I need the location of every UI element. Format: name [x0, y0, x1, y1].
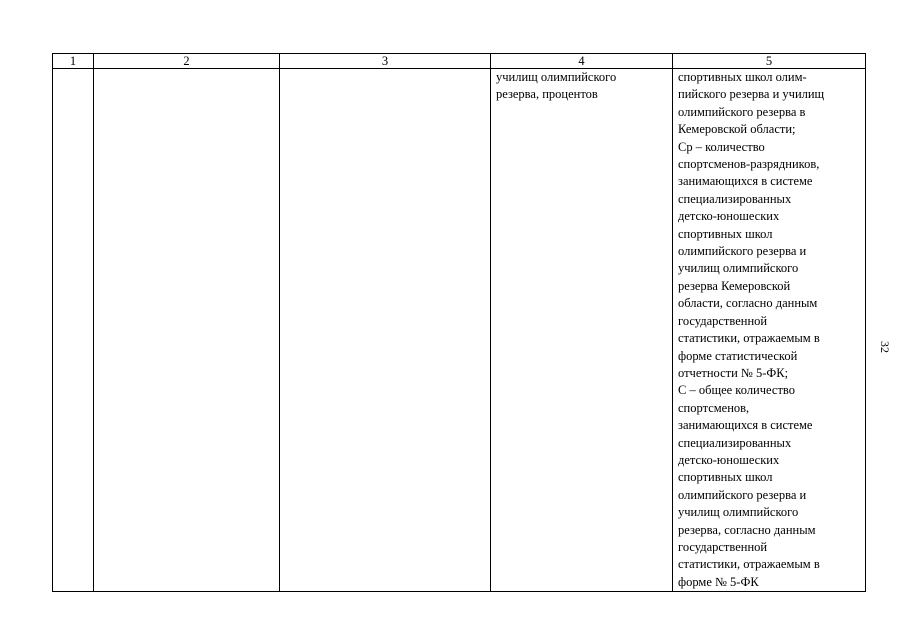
column-header-3: 3 — [280, 54, 491, 69]
table-row — [53, 69, 866, 592]
cell-col5-line: резерва Кемеровской — [678, 278, 791, 293]
cell-col5-line: занимающихся в системе — [678, 174, 813, 189]
cell-col5-line: форме № 5-ФК — [678, 574, 759, 589]
column-header-5: 5 — [673, 54, 866, 69]
cell-col5-line: олимпийского резерва и — [678, 244, 807, 259]
cell-col3 — [280, 69, 491, 592]
cell-col5-line: спортсменов-разрядников, — [678, 157, 820, 172]
cell-col5-line: специализированных — [678, 191, 792, 206]
cell-col5-line: спортивных школ олим- — [678, 70, 807, 84]
table-header-row — [53, 54, 866, 69]
cell-col5 — [673, 69, 866, 592]
cell-col5-line: спортсменов, — [678, 400, 750, 415]
cell-col5-line: олимпийского резерва в — [678, 104, 806, 119]
cell-col5-line: Ср – количество — [678, 139, 765, 154]
cell-col5-line: олимпийского резерва и — [678, 487, 807, 502]
cell-col2 — [94, 69, 280, 592]
page-number: 32 — [878, 341, 892, 353]
cell-col4 — [491, 69, 673, 592]
cell-col5-line: детско-юношеских — [678, 452, 780, 467]
cell-col1 — [53, 69, 94, 592]
cell-col5-line: статистики, отражаемым в — [678, 557, 820, 572]
cell-col5-line: отчетности № 5-ФК; — [678, 365, 789, 380]
cell-col5-line: резерва, согласно данным — [678, 522, 816, 537]
cell-col5-line: училищ олимпийского — [678, 261, 799, 276]
cell-col5-line: государственной — [678, 313, 768, 328]
cell-col4-line: училищ олимпийского — [496, 70, 617, 84]
cell-col5-line: государственной — [678, 539, 768, 554]
cell-col5-line: училищ олимпийского — [678, 505, 799, 520]
column-header-2: 2 — [94, 54, 280, 69]
cell-col5-line: спортивных школ — [678, 470, 773, 485]
cell-col5-line: пийского резерва и училищ — [678, 87, 825, 102]
cell-col5-line: форме статистической — [678, 348, 798, 363]
cell-col5-line: статистики, отражаемым в — [678, 331, 820, 346]
cell-col5-line: С – общее количество — [678, 383, 795, 398]
cell-col5-line: спортивных школ — [678, 226, 773, 241]
cell-col5-line: занимающихся в системе — [678, 418, 813, 433]
cell-col5-line: Кемеровской области; — [678, 122, 796, 137]
cell-col5-line: области, согласно данным — [678, 296, 818, 311]
column-header-4: 4 — [491, 54, 673, 69]
cell-col4-line: резерва, процентов — [496, 87, 598, 102]
data-table — [52, 53, 866, 592]
cell-col5-line: детско-юношеских — [678, 209, 780, 224]
cell-col5-line: специализированных — [678, 435, 792, 450]
column-header-1: 1 — [53, 54, 94, 69]
